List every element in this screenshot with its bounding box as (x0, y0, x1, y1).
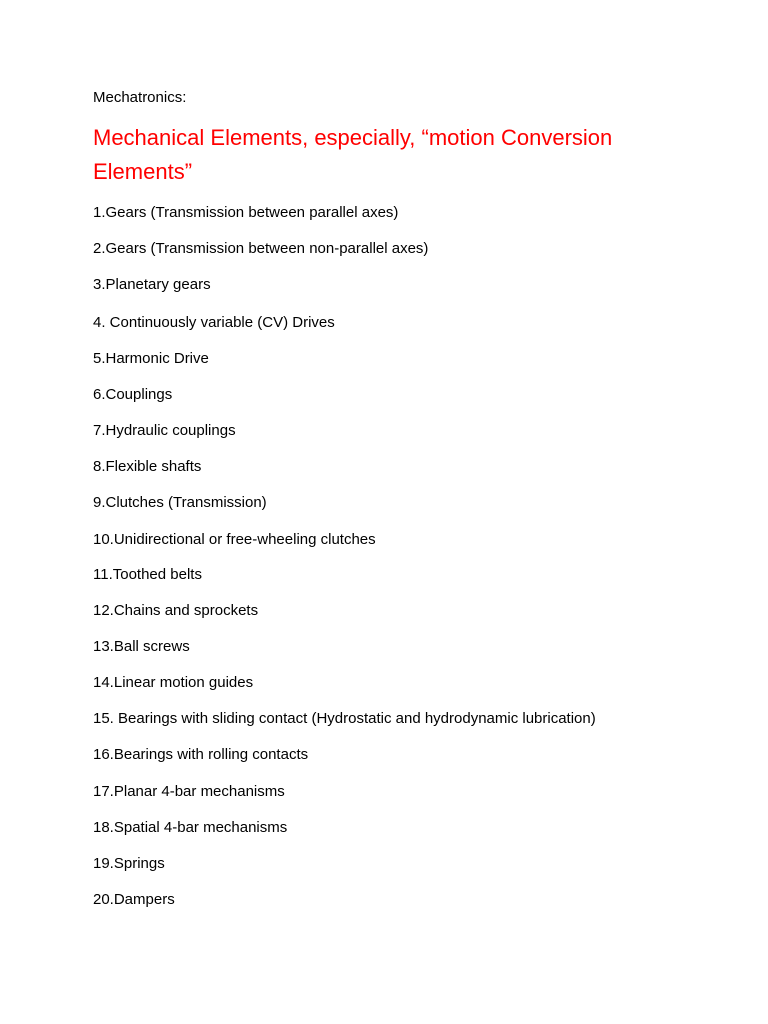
list-item: 13.Ball screws (93, 638, 190, 655)
list-item: 15. Bearings with sliding contact (Hydrostatic and hydrodynamic lubrication) (93, 710, 596, 727)
list-item: 5.Harmonic Drive (93, 350, 209, 367)
list-item: 3.Planetary gears (93, 276, 211, 293)
document-heading: Mechanical Elements, especially, “motion Conversion Elements” (93, 125, 613, 184)
list-item: 17.Planar 4-bar mechanisms (93, 783, 285, 800)
list-item: 1.Gears (Transmission between parallel axes) (93, 204, 399, 221)
list-item: 19.Springs (93, 855, 165, 872)
list-item: 18.Spatial 4-bar mechanisms (93, 819, 288, 836)
list-item: 8.Flexible shafts (93, 458, 202, 475)
list-item: 20.Dampers (93, 891, 175, 908)
list-item: 16.Bearings with rolling contacts (93, 746, 309, 763)
list-item: 10.Unidirectional or free-wheeling clutches (93, 531, 376, 548)
list-item: 4. Continuously variable (CV) Drives (93, 314, 335, 331)
list-item: 12.Chains and sprockets (93, 602, 259, 619)
list-item: 6.Couplings (93, 386, 173, 403)
list-item: 11.Toothed belts (93, 566, 202, 583)
list-item: 7.Hydraulic couplings (93, 422, 236, 439)
list-item: 14.Linear motion guides (93, 674, 254, 691)
list-item: 9.Clutches (Transmission) (93, 494, 267, 511)
list-item: 2.Gears (Transmission between non-parallel axes) (93, 240, 429, 257)
document-label: Mechatronics: (93, 89, 187, 106)
